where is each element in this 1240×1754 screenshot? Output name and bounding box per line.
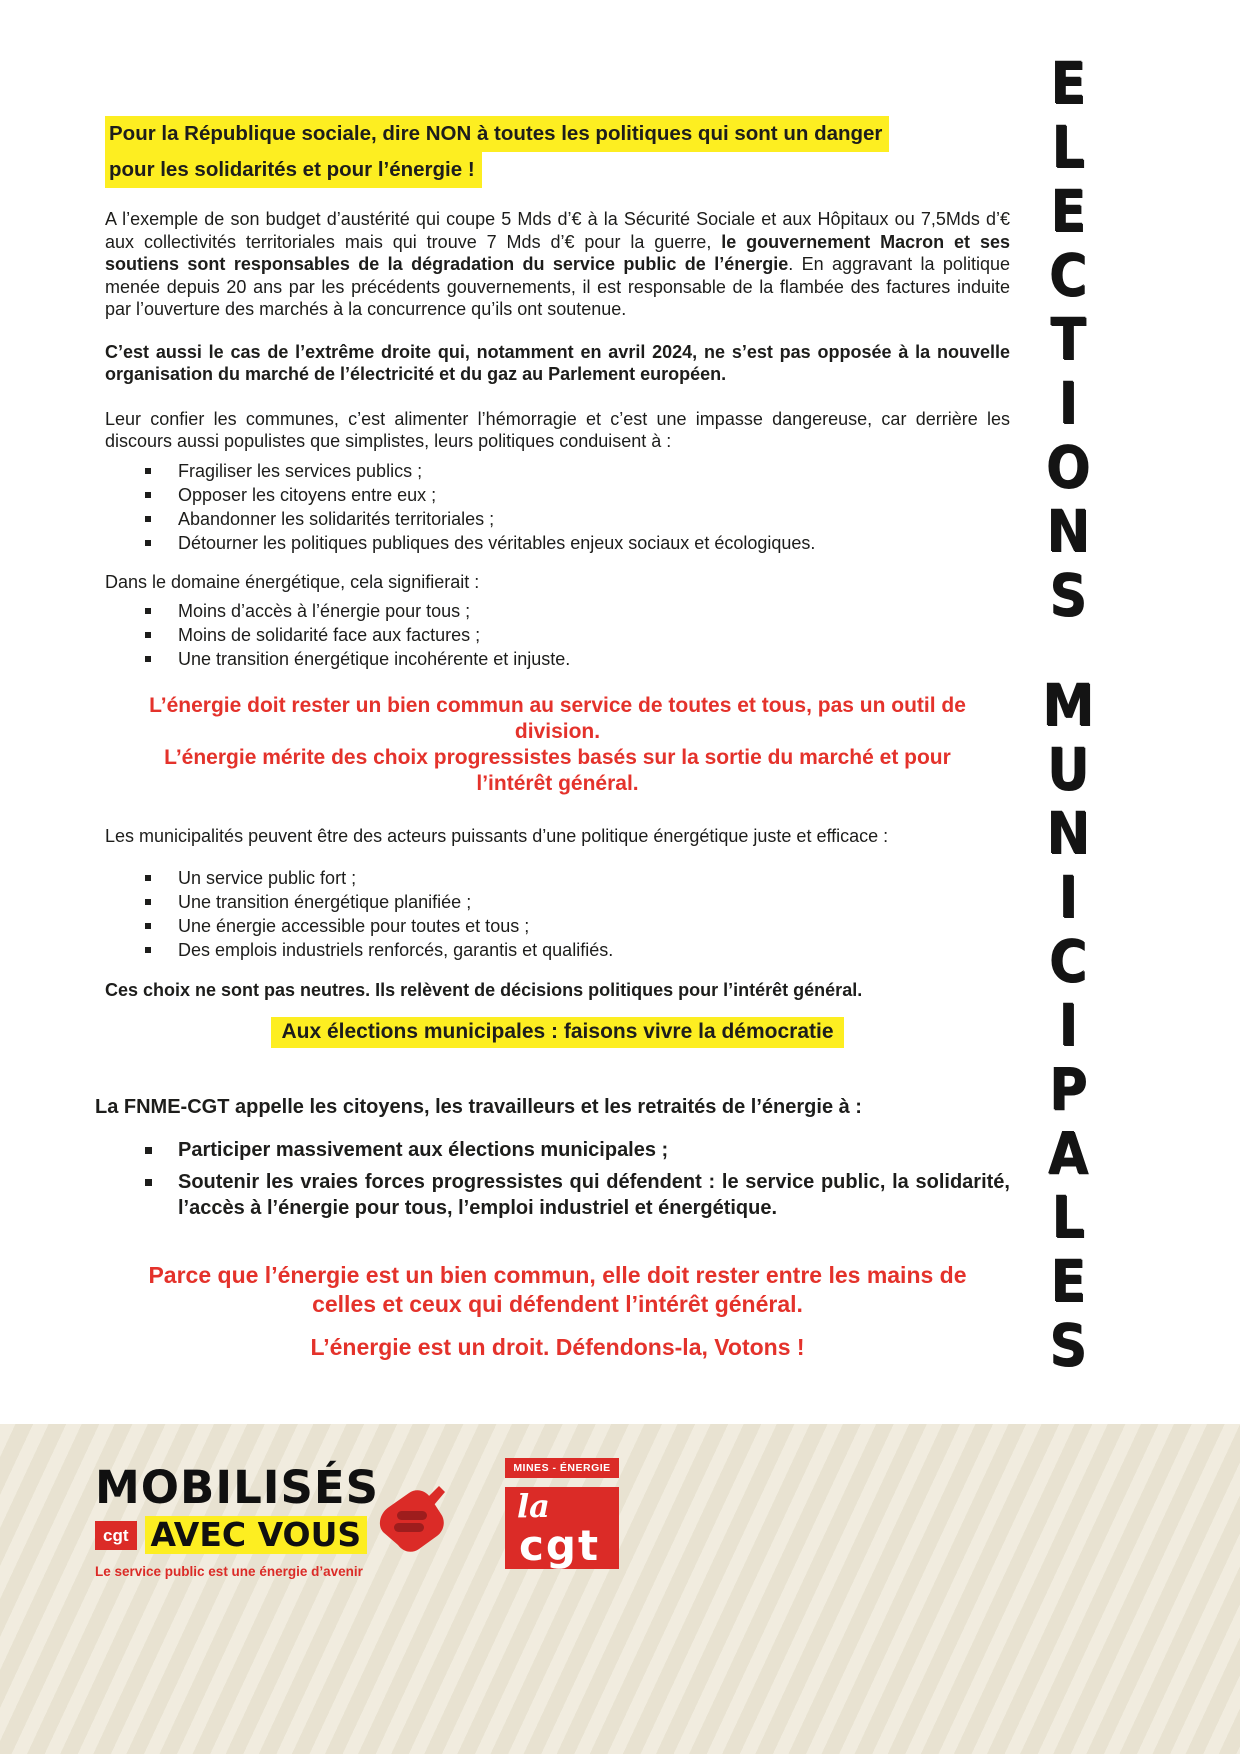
flyer-body <box>95 116 1010 1362</box>
banner-letter: S <box>1049 1312 1087 1380</box>
logo-cgt-mines-energie <box>505 1458 619 1569</box>
list-item: Des emplois industriels renforcés, garantis et qualifiés. <box>143 938 1010 962</box>
footer-band <box>0 1424 1240 1754</box>
banner-letter: L <box>1051 114 1085 182</box>
headline-text-2: pour les solidarités et pour l’énergie ! <box>105 152 482 188</box>
banner-letter: P <box>1048 1056 1088 1124</box>
list-item: Fragiliser les services publics ; <box>143 459 1010 483</box>
cgt-name: cgt <box>519 1521 601 1570</box>
banner-letter: C <box>1048 242 1088 310</box>
vertical-banner-elections-municipales <box>1028 52 1108 1378</box>
paragraph-energy-domain: Dans le domaine énergétique, cela signifierait : <box>105 571 480 592</box>
banner-letter: S <box>1049 562 1087 630</box>
headline-text-1: Pour la République sociale, dire NON à toutes les politiques qui sont un danger <box>105 116 889 152</box>
red-statement-final: Parce que l’énergie est un bien commun, elle doit rester entre les mains de celles et ceux qui défendent l’intérêt général. <box>148 1261 967 1317</box>
statement-choices: Ces choix ne sont pas neutres. Ils relèvent de décisions politiques pour l’intérêt général. <box>105 979 863 1000</box>
banner-letter: O <box>1045 434 1091 502</box>
red-statement-energy-common-good <box>128 693 988 797</box>
highlight-democracy: Aux élections municipales : faisons vivre la démocratie <box>271 1017 843 1048</box>
banner-letter: M <box>1042 672 1094 740</box>
banner-letter: N <box>1046 498 1090 566</box>
handshake-fist-icon <box>367 1478 455 1571</box>
list-item: Un service public fort ; <box>143 866 1010 890</box>
list-item: Moins de solidarité face aux factures ; <box>143 623 1010 647</box>
banner-letter: C <box>1048 928 1088 996</box>
list-municipal-levers <box>143 866 1010 962</box>
cgt-logo-box <box>505 1487 619 1569</box>
list-item: Abandonner les solidarités territoriales ; <box>143 507 1010 531</box>
red-statement-line: L’énergie mérite des choix progressistes basés sur la sortie du marché et pour l’intérêt général. <box>164 746 951 795</box>
red-statement-vote: L’énergie est un droit. Défendons-la, Votons ! <box>310 1333 805 1360</box>
banner-letter: T <box>1050 306 1086 374</box>
paragraph-extreme-droite: C’est aussi le cas de l’extrême droite qui, notamment en avril 2024, ne s’est pas opposée à la nouvelle organisation du marché de l’électricité et du gaz au Parlement européen. <box>105 341 1010 384</box>
list-item: Une transition énergétique incohérente et injuste. <box>143 647 1010 671</box>
paragraph-austerity-bold: le gouvernement Macron et ses soutiens sont responsables de la dégradation du service public de l’énergie <box>105 231 1010 274</box>
banner-letter: E <box>1050 50 1086 118</box>
statement-fnme-cgt: La FNME-CGT appelle les citoyens, les travailleurs et les retraités de l’énergie à : <box>95 1095 862 1118</box>
banner-letter: A <box>1047 1120 1089 1188</box>
mobilises-title: MOBILISÉS <box>95 1461 380 1514</box>
list-item: Participer massivement aux élections municipales ; <box>143 1137 1010 1163</box>
banner-letter: L <box>1051 1184 1085 1252</box>
paragraph-communes: Leur confier les communes, c’est alimenter l’hémorragie et c’est une impasse dangereuse, car derrière les discours aussi populistes que simplistes, leurs politiques conduisent à : <box>105 408 1010 451</box>
logo-mobilises-avec-vous <box>95 1461 425 1579</box>
paragraph-austerity-start: A l’exemple de son budget d’austérité qui coupe 5 Mds d’€ à la Sécurité Sociale et aux Hôpitaux ou 7,5Mds d’€ aux collectivités territoriales mais qui trouve 7 Mds d’€ pour la guerre, <box>105 209 1010 252</box>
list-item: Moins d’accès à l’énergie pour tous ; <box>143 599 1010 623</box>
list-item: Une transition énergétique planifiée ; <box>143 890 1010 914</box>
banner-letter: I <box>1058 992 1078 1060</box>
mobilises-subtitle: AVEC VOUS <box>145 1516 368 1554</box>
banner-letter: I <box>1058 864 1078 932</box>
cgt-sector-label: MINES - ÉNERGIE <box>505 1458 619 1478</box>
list-item: Opposer les citoyens entre eux ; <box>143 483 1010 507</box>
cgt-badge: cgt <box>95 1521 137 1550</box>
paragraph-municipalites: Les municipalités peuvent être des acteurs puissants d’une politique énergétique juste et efficace : <box>105 826 889 846</box>
paragraph-austerity-end: . En aggravant la politique menée depuis 20 ans par les précédents gouvernements, il est responsable de la flambée des factures induite par l’ouverture des marchés à la concurrence qu’ils ont soutenue. <box>105 254 1010 319</box>
list-item: Une énergie accessible pour toutes et tous ; <box>143 914 1010 938</box>
list-item: Détourner les politiques publiques des véritables enjeux sociaux et écologiques. <box>143 531 1010 555</box>
headline-line-1 <box>105 116 1010 152</box>
list-item: Soutenir les vraies forces progressistes qui défendent : le service public, la solidarité, l’accès à l’énergie pour tous, l’emploi industriel et énergétique. <box>143 1169 1010 1221</box>
headline-line-2 <box>105 152 1010 188</box>
cgt-la-script: la <box>517 1487 550 1525</box>
red-statement-line: L’énergie doit rester un bien commun au service de toutes et tous, pas un outil de division. <box>149 694 966 743</box>
headline <box>105 116 1010 188</box>
list-actions <box>143 1137 1010 1221</box>
paragraph-austerity <box>105 208 1010 321</box>
banner-letter: U <box>1046 736 1090 804</box>
highlight-democracy-wrap <box>105 1017 1010 1048</box>
mobilises-tagline: Le service public est une énergie d’avenir <box>95 1564 363 1579</box>
banner-letter: E <box>1050 178 1086 246</box>
banner-letter: N <box>1046 800 1090 868</box>
banner-letter: I <box>1058 370 1078 438</box>
list-consequences <box>143 459 1010 555</box>
banner-letter: E <box>1050 1248 1086 1316</box>
list-energy-consequences <box>143 599 1010 671</box>
